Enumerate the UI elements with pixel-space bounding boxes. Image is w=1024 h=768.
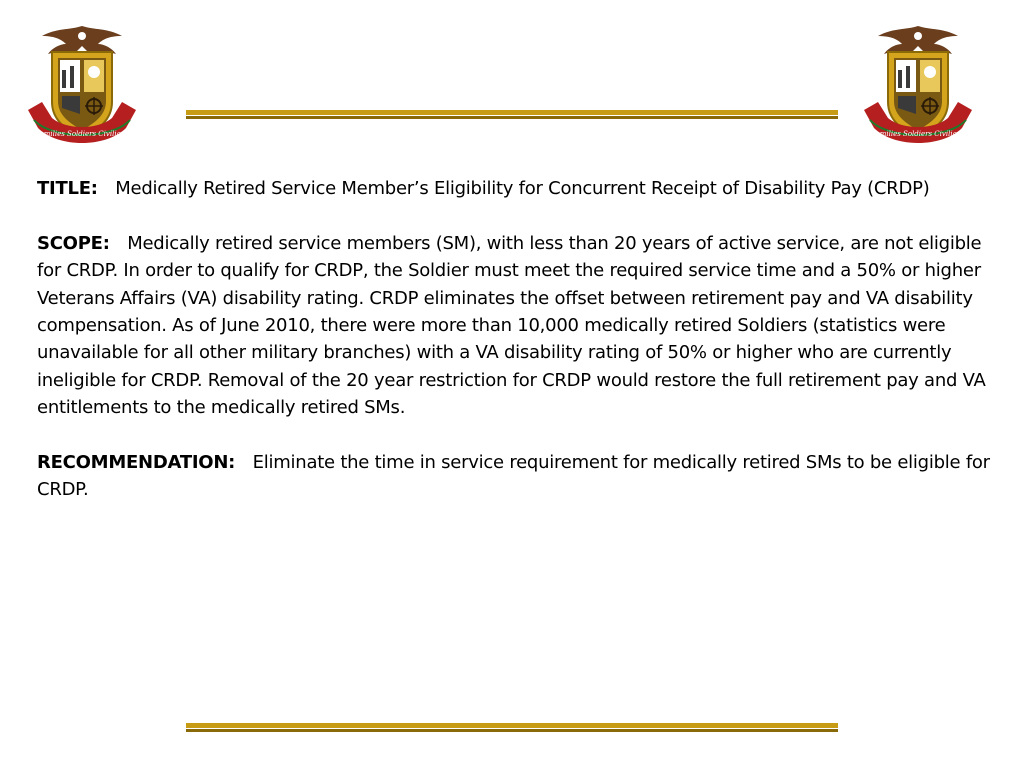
recommendation-label: RECOMMENDATION:	[37, 452, 248, 474]
top-divider	[186, 110, 838, 120]
title-label: TITLE:	[37, 178, 110, 199]
bottom-divider-line	[186, 723, 838, 728]
bottom-divider-underline	[186, 729, 838, 732]
right-crest-logo	[858, 22, 978, 154]
scope-label: SCOPE:	[37, 232, 122, 254]
scope-section	[37, 230, 997, 422]
top-divider-line	[186, 110, 838, 115]
recommendation-text: Eliminate the time in service requirement for medically retired SMs to be eligible for CRDP.	[37, 452, 990, 501]
bottom-divider	[186, 723, 838, 733]
top-divider-underline	[186, 116, 838, 119]
recommendation-section	[37, 449, 997, 504]
title-section	[37, 175, 997, 202]
left-crest-motto: Families Soldiers Civilians	[35, 130, 129, 138]
crest-emblem-icon	[858, 22, 978, 154]
left-crest-logo	[22, 22, 142, 154]
title-text: Medically Retired Service Member’s Eligibility for Concurrent Receipt of Disability Pay (CRDP)	[115, 178, 930, 199]
scope-text: Medically retired service members (SM), with less than 20 years of active service, are not eligible for CRDP. In order to qualify for CRDP, the Soldier must meet the required service time and a 50% or higher Veterans Affairs (VA) disability rating. CRDP eliminates the offset between retirement pay and VA disability compensation. As of June 2010, there were more than 10,000 medically retired Soldiers (statistics were unavailable for all other military branches) with a VA disability rating of 50% or higher who are currently ineligible for CRDP. Removal of the 20 year restriction for CRDP would restore the full retirement pay and VA entitlements to the medically retired SMs.	[37, 232, 986, 419]
slide-body	[37, 175, 997, 531]
right-crest-motto: Families Soldiers Civilians	[871, 130, 965, 138]
crest-emblem-icon	[22, 22, 142, 154]
